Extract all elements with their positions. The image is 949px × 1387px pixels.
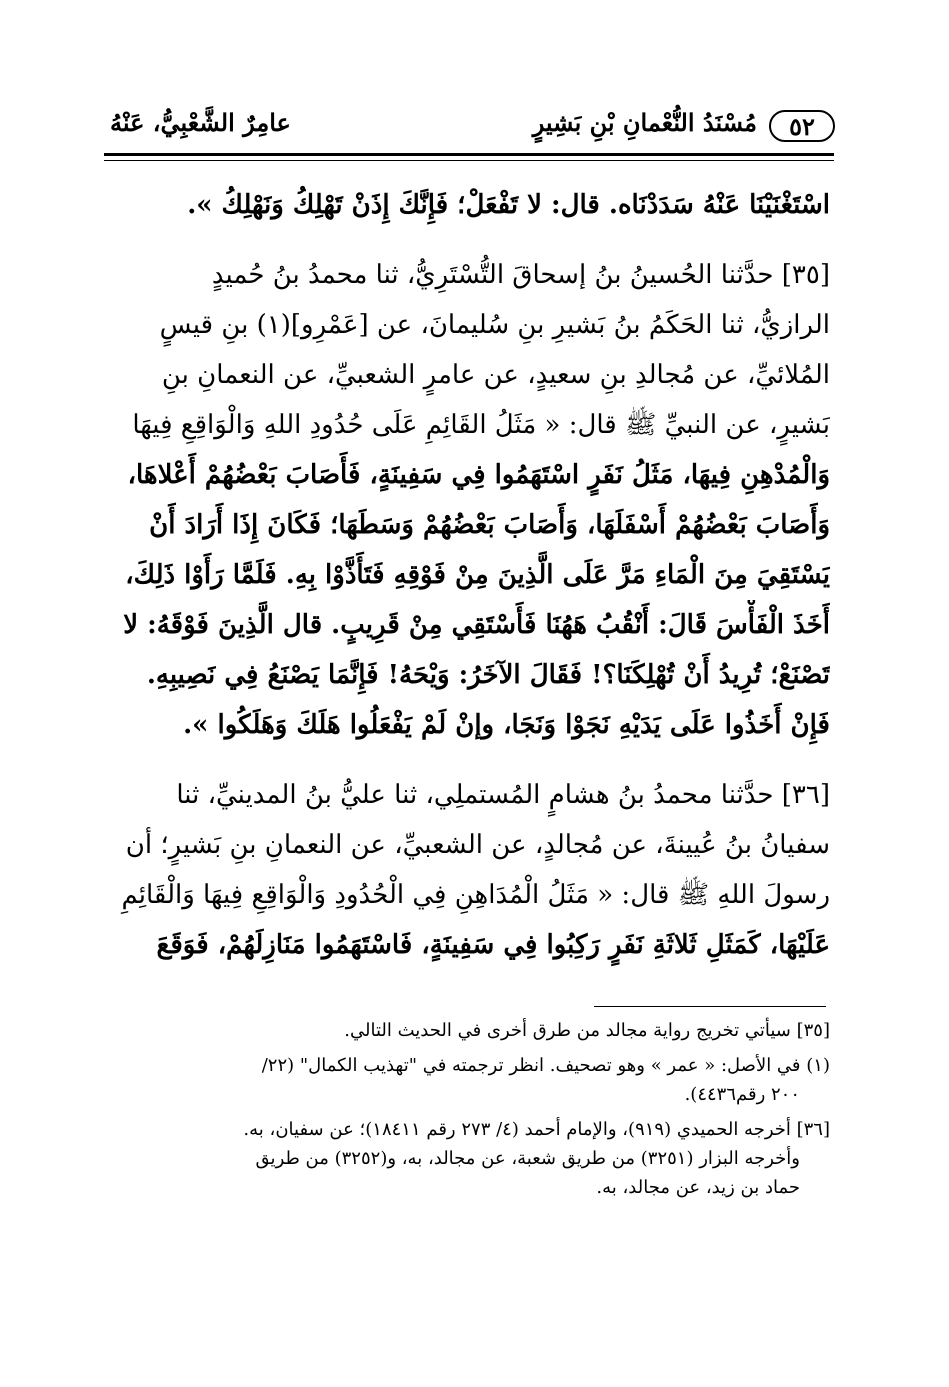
text-line: وَأَصَابَ بَعْضُهُمْ أَسْفَلَهَا، وَأَصَابَ بَعْضُهُمْ وَسَطَهَا؛ فَكَانَ إِذَا أَرَادَ أَنْ (149, 510, 830, 540)
footnote-line: [٣٦] أخرجه الحميدي (٩١٩)، والإمام أحمد (٤/ ٢٧٣ رقم ١٨٤١١)؛ عن سفيان، به. (243, 1119, 830, 1140)
footnote-line: [٣٥] سيأتي تخريج رواية مجالد من طرق أخرى في الحديث التالي. (344, 1020, 830, 1041)
text-line: اسْتَغْنَيْنَا عَنْهُ سَدَدْنَاه. قال: لا تَفْعَلْ؛ فَإِنَّكَ إِذَنْ تَهْلِكُ وَنَهْلِكُ ». (187, 190, 830, 220)
footnote-line: ٢٠٠ رقم٤٤٣٦). (684, 1084, 800, 1105)
page-number-badge: ٥٢ (769, 110, 835, 142)
text-line: [٣٦] حدَّثنا محمدُ بنُ هشامٍ المُستملِي، ثنا عليُّ بنُ المدينيِّ، ثنا (176, 780, 830, 810)
header-rule-thick (104, 153, 834, 156)
footnote-line: وأخرجه البزار (٣٢٥١) من طريق شعبة، عن مجالد، به، و(٣٢٥٢) من طريق (255, 1148, 800, 1169)
footnote-separator (594, 1006, 826, 1007)
footnotes (108, 1016, 830, 1202)
text-line: عَلَيْهَا، كَمَثَلِ ثَلاثَةِ نَفَرٍ رَكِبُوا فِي سَفِينَةٍ، فَاسْتَهَمُوا مَنَازِلَهُمْ، فَوَقَعَ (156, 930, 830, 960)
running-subtitle: عامِرٌ الشَّعْبِيُّ، عَنْهُ (110, 108, 291, 137)
text-line: الرازيُّ، ثنا الحَكَمُ بنُ بَشيرِ بنِ سُليمانَ، عن [عَمْرِو](١) بنِ قيسٍ (159, 310, 830, 340)
text-line: [٣٥] حدَّثنا الحُسينُ بنُ إسحاقَ التُّسْتَرِيُّ، ثنا محمدُ بنُ حُميدٍ (211, 260, 830, 290)
page-header (100, 108, 835, 152)
text-line: رسولَ اللهِ ﷺ قال: « مَثَلُ الْمُدَاهِنِ فِي الْحُدُودِ وَالْوَاقِعِ فِيهَا وَالْقَائِمِ (121, 880, 830, 910)
header-rule-thin (104, 160, 834, 161)
text-line: المُلائيِّ، عن مُجالدِ بنِ سعيدٍ، عن عامرٍ الشعبيِّ، عن النعمانِ بنِ (161, 360, 830, 390)
text-line: أَخَذَ الْفَأْسَ قَالَ: أَنْقُبُ هَهُنَا فَأَسْتَقِي مِنْ قَرِيبٍ. قال الَّذِينَ فَوْقَهُ: لا (123, 610, 830, 640)
text-line: فَإِنْ أَخَذُوا عَلَى يَدَيْهِ نَجَوْا وَنَجَا، وإنْ لَمْ يَفْعَلُوا هَلَكَ وَهَلَكُوا ». (183, 710, 830, 740)
text-line: يَسْتَقِيَ مِنَ الْمَاءِ مَرَّ عَلَى الَّذِينَ مِنْ فَوْقِهِ فَتَأَذَّوْا بِهِ. فَلَمَّا رَأَوْا ذَلِكَ، (125, 560, 830, 590)
running-title: مُسْنَدُ النُّعْمانِ بْنِ بَشِيرٍ (532, 108, 757, 137)
text-line: تَصْنَعْ؛ تُرِيدُ أَنْ تُهْلِكَنَا؟! فَقَالَ الآخَرُ: وَيْحَهُ! فَإِنَّمَا يَصْنَعُ فِي نَصِيبِهِ. (146, 660, 830, 690)
main-text (108, 180, 830, 970)
text-line: وَالْمُدْهِنِ فِيهَا، مَثَلُ نَفَرٍ اسْتَهَمُوا فِي سَفِينَةٍ، فَأَصَابَ بَعْضُهُمْ أَعْلاهَا، (127, 460, 830, 490)
text-line: بَشيرٍ، عن النبيِّ ﷺ قال: « مَثَلُ القَائِمِ عَلَى حُدُودِ اللهِ وَالْوَاقِعِ فِيهَا (132, 410, 830, 440)
footnote-line: (١) في الأصل: « عمر » وهو تصحيف. انظر ترجمته في "تهذيب الكمال" (٢٢/ (261, 1055, 830, 1076)
footnote-line: حماد بن زيد، عن مجالد، به. (596, 1177, 800, 1198)
text-line: سفيانُ بنُ عُيينةَ، عن مُجالدٍ، عن الشعبيِّ، عن النعمانِ بنِ بَشيرٍ؛ أن (125, 830, 830, 860)
